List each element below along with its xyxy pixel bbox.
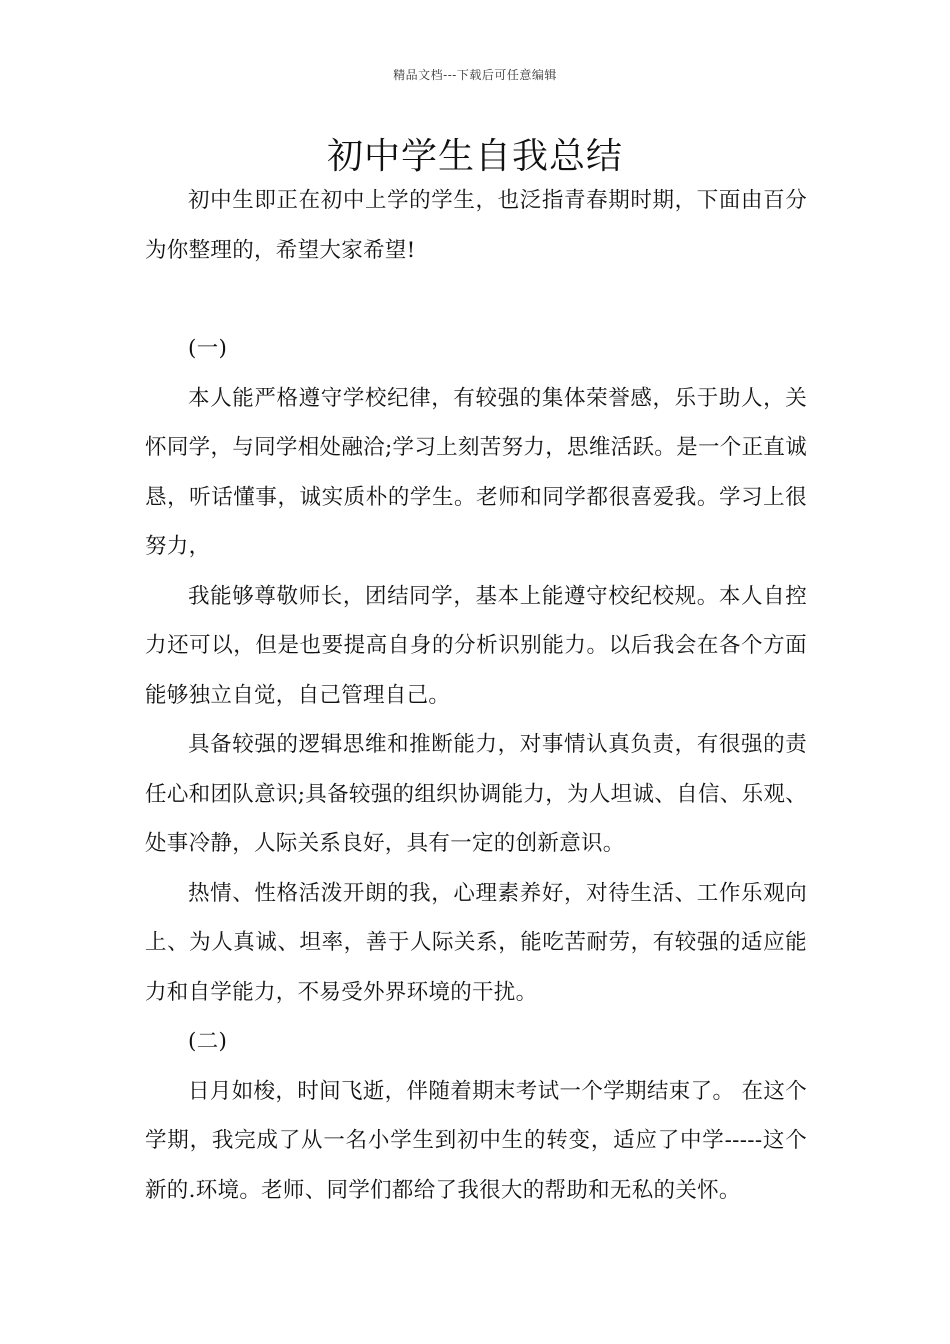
intro-paragraph: 初中生即正在初中上学的学生，也泛指青春期时期，下面由百分为你整理的，希望大家希望! <box>145 188 807 263</box>
document-body <box>145 176 807 1215</box>
body-paragraph: 日月如梭，时间飞逝，伴随着期末考试一个学期结束了。 在这个学期，我完成了从一名小学生到初中生的转变，适应了中学-----这个新的.环境。老师、同学们都给了我很大的帮助和无私的关怀。 <box>145 1078 807 1203</box>
section-marker-1: (一) <box>188 336 228 361</box>
body-paragraph: 我能够尊敬师长，团结同学，基本上能遵守校纪校规。本人自控力还可以，但是也要提高自身的分析识别能力。以后我会在各个方面能够独立自觉，自己管理自己。 <box>145 583 807 708</box>
body-paragraph: 本人能严格遵守学校纪律，有较强的集体荣誉感，乐于助人，关怀同学，与同学相处融洽;学习上刻苦努力，思维活跃。是一个正直诚恳，听话懂事，诚实质朴的学生。老师和同学都很喜爱我。学习上很努力， <box>145 385 807 559</box>
header-note: 精品文档---下载后可任意编辑 <box>393 68 557 82</box>
body-paragraph: 热情、性格活泼开朗的我，心理素养好，对待生活、工作乐观向上、为人真诚、坦率，善于人际关系，能吃苦耐劳，有较强的适应能力和自学能力，不易受外界环境的干扰。 <box>145 880 807 1005</box>
section-marker-2: (二) <box>188 1029 228 1054</box>
document-title: 初中学生自我总结 <box>326 136 623 177</box>
body-paragraph: 具备较强的逻辑思维和推断能力，对事情认真负责，有很强的责任心和团队意识;具备较强的组织协调能力，为人坦诚、自信、乐观、处事冷静，人际关系良好，具有一定的创新意识。 <box>145 732 807 856</box>
blank-line <box>145 275 807 324</box>
